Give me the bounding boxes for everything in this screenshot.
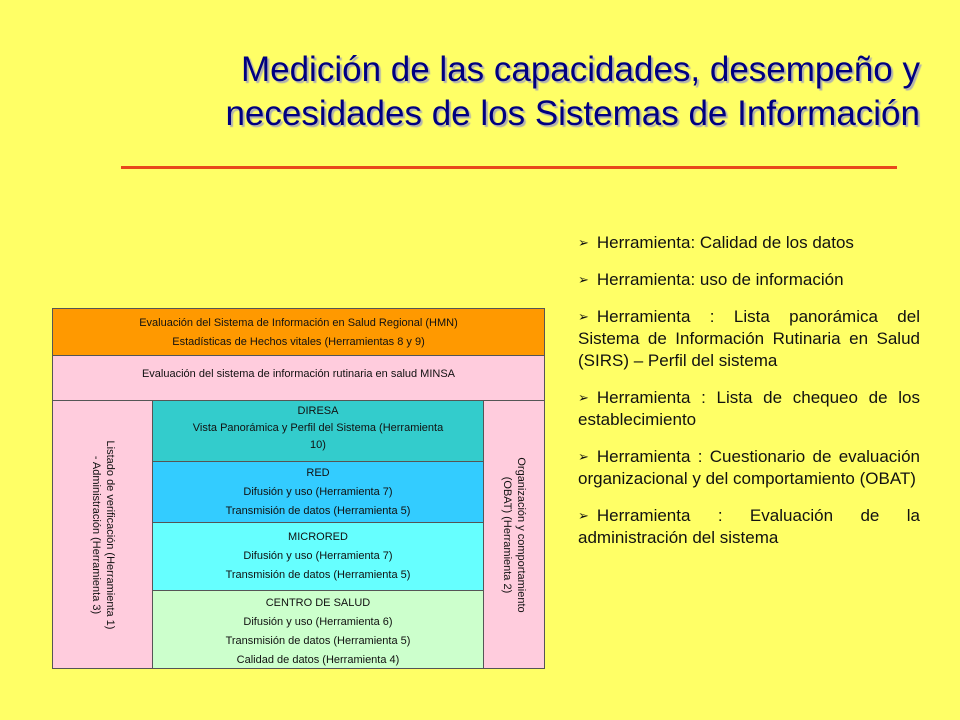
- arrow-bullet-icon: ➢: [578, 390, 589, 405]
- hmn-line-2: Estadísticas de Hechos vitales (Herramientas 8 y 9): [172, 336, 425, 348]
- obat-column: [483, 401, 544, 668]
- list-item: [578, 446, 920, 490]
- centro-name: CENTRO DE SALUD: [265, 597, 371, 609]
- list-item-text: Herramienta : Cuestionario de evaluación organizacional y del comportamiento (OBAT): [578, 447, 920, 488]
- centro-line-3: Calidad de datos (Herramienta 4): [236, 654, 400, 666]
- hmn-box: [53, 309, 544, 356]
- diresa-name: DIRESA: [297, 405, 339, 417]
- verification-column: [53, 401, 153, 668]
- arrow-bullet-icon: ➢: [578, 272, 589, 287]
- framework-diagram: [52, 308, 545, 669]
- diresa-line-2: 10): [310, 439, 326, 451]
- list-item: [578, 387, 920, 431]
- microred-name: MICRORED: [288, 531, 348, 543]
- hmn-line-1: Evaluación del Sistema de Información en Salud Regional (HMN): [139, 317, 458, 329]
- minsa-box: [53, 356, 544, 401]
- red-line-2: Transmisión de datos (Herramienta 5): [225, 505, 411, 517]
- obat-line-1: Organización y comportamiento: [515, 456, 527, 613]
- list-item: [578, 505, 920, 549]
- microred-line-2: Transmisión de datos (Herramienta 5): [225, 569, 411, 581]
- list-item: [578, 269, 920, 291]
- verification-line-1: Listado de verificación (Herramienta 1): [103, 440, 116, 629]
- microred-line-1: Difusión y uso (Herramienta 7): [243, 550, 393, 562]
- tool-list: [578, 232, 920, 564]
- centro-line-1: Difusión y uso (Herramienta 6): [243, 616, 393, 628]
- diresa-line-1: Vista Panorámica y Perfil del Sistema (Herramienta: [192, 422, 444, 434]
- verification-line-2: - Administración (Herramienta 3): [89, 455, 102, 614]
- list-item: [578, 232, 920, 254]
- microred-box: [153, 523, 483, 591]
- diresa-box: [153, 401, 483, 462]
- list-item-text: Herramienta : Lista de chequeo de los establecimiento: [578, 388, 920, 429]
- list-item-text: Herramienta : Lista panorámica del Sistema de Información Rutinaria en Salud (SIRS) – Perfil del sistema: [578, 307, 920, 370]
- red-name: RED: [306, 467, 330, 479]
- list-item-text: Herramienta: uso de información: [596, 270, 844, 289]
- red-line-1: Difusión y uso (Herramienta 7): [243, 486, 393, 498]
- arrow-bullet-icon: ➢: [578, 449, 589, 464]
- red-box: [153, 462, 483, 523]
- arrow-bullet-icon: ➢: [578, 309, 589, 324]
- obat-line-2: (OBAT) (Herramienta 2): [501, 476, 513, 593]
- minsa-label: Evaluación del sistema de información rutinaria en salud MINSA: [141, 368, 456, 380]
- slide-title: [100, 48, 920, 136]
- list-item-text: Herramienta : Evaluación de la administración del sistema: [578, 506, 920, 547]
- title-divider: [121, 166, 897, 169]
- slide-title-line-2: necesidades de los Sistemas de Información: [225, 94, 920, 133]
- arrow-bullet-icon: ➢: [578, 508, 589, 523]
- slide-title-line-1: Medición de las capacidades, desempeño y: [240, 50, 920, 89]
- arrow-bullet-icon: ➢: [578, 235, 589, 250]
- obat-label: [500, 457, 528, 612]
- list-item: [578, 306, 920, 372]
- centro-line-2: Transmisión de datos (Herramienta 5): [225, 635, 411, 647]
- centro-salud-box: [153, 591, 483, 668]
- list-item-text: Herramienta: Calidad de los datos: [596, 233, 854, 252]
- verification-label: [89, 440, 117, 629]
